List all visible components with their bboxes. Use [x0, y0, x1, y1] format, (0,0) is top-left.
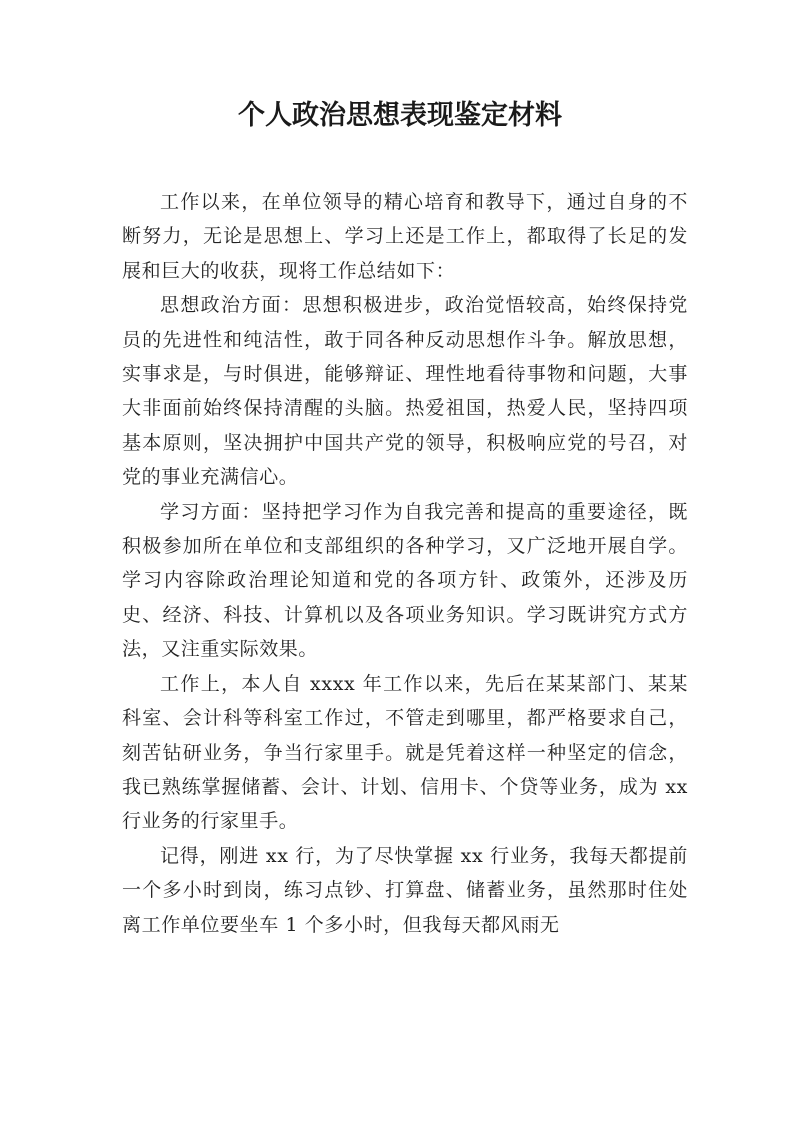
- document-body: [122, 185, 688, 942]
- document-title: 个人政治思想表现鉴定材料: [238, 100, 562, 131]
- paragraph-work: 工作上，本人自 xxxx 年工作以来，先后在某某部门、某某科室、会计科等科室工作过，不管走到哪里，都严格要求自己，刻苦钻研业务，争当行家里手。就是凭着这样一种坚定的信念，我已熟练掌握储蓄、会计、计划、信用卡、个贷等业务，成为 xx 行业务的行家里手。: [122, 672, 688, 833]
- paragraph-political-thought: 思想政治方面：思想积极进步，政治觉悟较高，始终保持党员的先进性和纯洁性，敢于同各种反动思想作斗争。解放思想，实事求是，与时俱进，能够辩证、理性地看待事物和问题，大事大非面前始终保持清醒的头脑。热爱祖国，热爱人民，坚持四项基本原则，坚决拥护中国共产党的领导，积极响应党的号召，对党的事业充满信心。: [122, 294, 688, 489]
- paragraph-study: 学习方面：坚持把学习作为自我完善和提高的重要途径，既积极参加所在单位和支部组织的各种学习，又广泛地开展自学。学习内容除政治理论知道和党的各项方针、政策外，还涉及历史、经济、科技、计算机以及各项业务知识。学习既讲究方式方法，又注重实际效果。: [122, 500, 688, 661]
- paragraph-intro: 工作以来，在单位领导的精心培育和教导下，通过自身的不断努力，无论是思想上、学习上还是工作上，都取得了长足的发展和巨大的收获，现将工作总结如下：: [122, 191, 688, 282]
- paragraph-memory: 记得，刚进 xx 行，为了尽快掌握 xx 行业务，我每天都提前一个多小时到岗，练习点钞、打算盘、储蓄业务，虽然那时住处离工作单位要坐车 1 个多小时，但我每天都风雨无: [122, 844, 688, 936]
